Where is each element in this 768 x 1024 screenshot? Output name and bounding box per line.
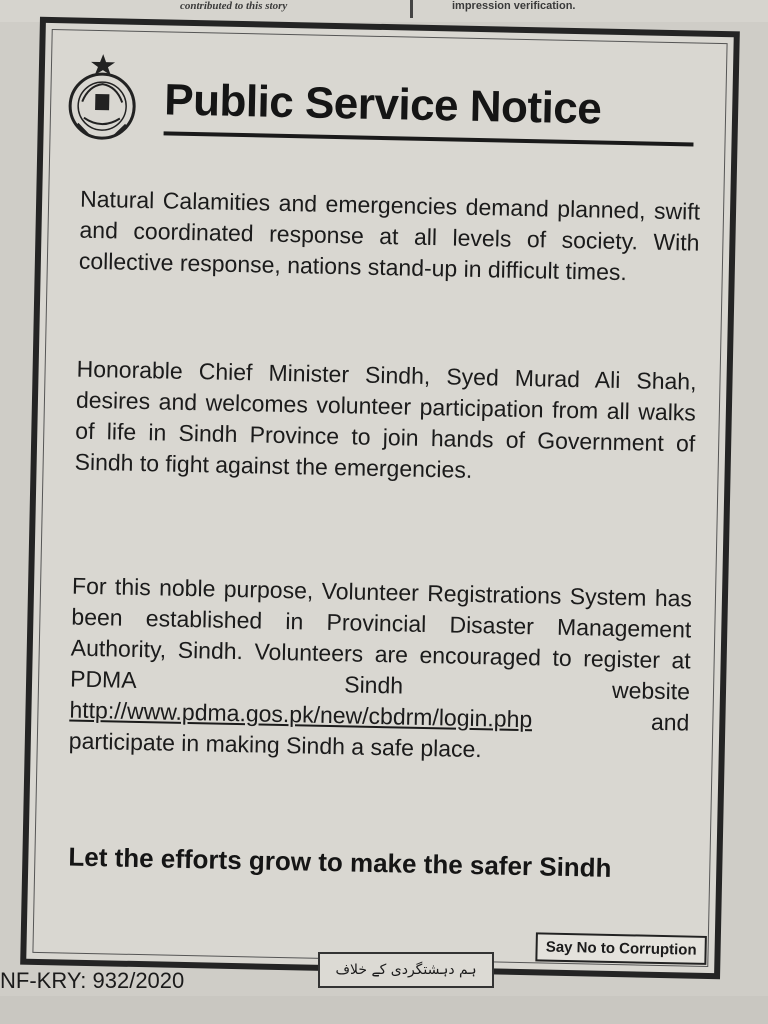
top-left-fragment: contributed to this story [180, 0, 288, 12]
urdu-slogan-box: ہم دہشتگردی کے خلاف [318, 952, 494, 988]
paragraph-chief-minister: Honorable Chief Minister Sindh, Syed Murad Ali Shah, desires and welcomes volunteer participation from all walks of life in Sindh Province to join hands of Government of Sindh to fight against the emergencies. [74, 355, 697, 483]
slogan: Let the efforts grow to make the safer Sindh [68, 841, 612, 883]
public-service-notice [20, 17, 740, 979]
paragraph-registration [69, 571, 693, 770]
page-bottom-shade [0, 996, 768, 1024]
notice-title: Public Service Notice [164, 75, 695, 146]
top-right-fragment: impression verification. [452, 0, 576, 12]
reference-number: NF-KRY: 932/2020 [0, 968, 185, 993]
pdma-website-link[interactable]: http://www.pdma.gos.pk/new/cbdrm/login.php [69, 696, 533, 733]
registration-text-end: and participate in making Sindh a safe place. [68, 706, 690, 763]
paragraph-calamities: Natural Calamities and emergencies demand planned, swift and coordinated response at all levels of society. With collective response, nations stand-up in difficult times. [78, 185, 701, 286]
notice-inner-border [32, 29, 727, 967]
say-no-to-corruption-badge: Say No to Corruption [536, 932, 707, 965]
registration-text: For this noble purpose, Volunteer Registrations System has been established in Provincial Disaster Management Authority, Sindh. Volunteers are encouraged to register at PDMA Sindh website [69, 572, 693, 705]
column-rule [410, 0, 413, 18]
sindh-government-seal-icon [59, 51, 145, 145]
